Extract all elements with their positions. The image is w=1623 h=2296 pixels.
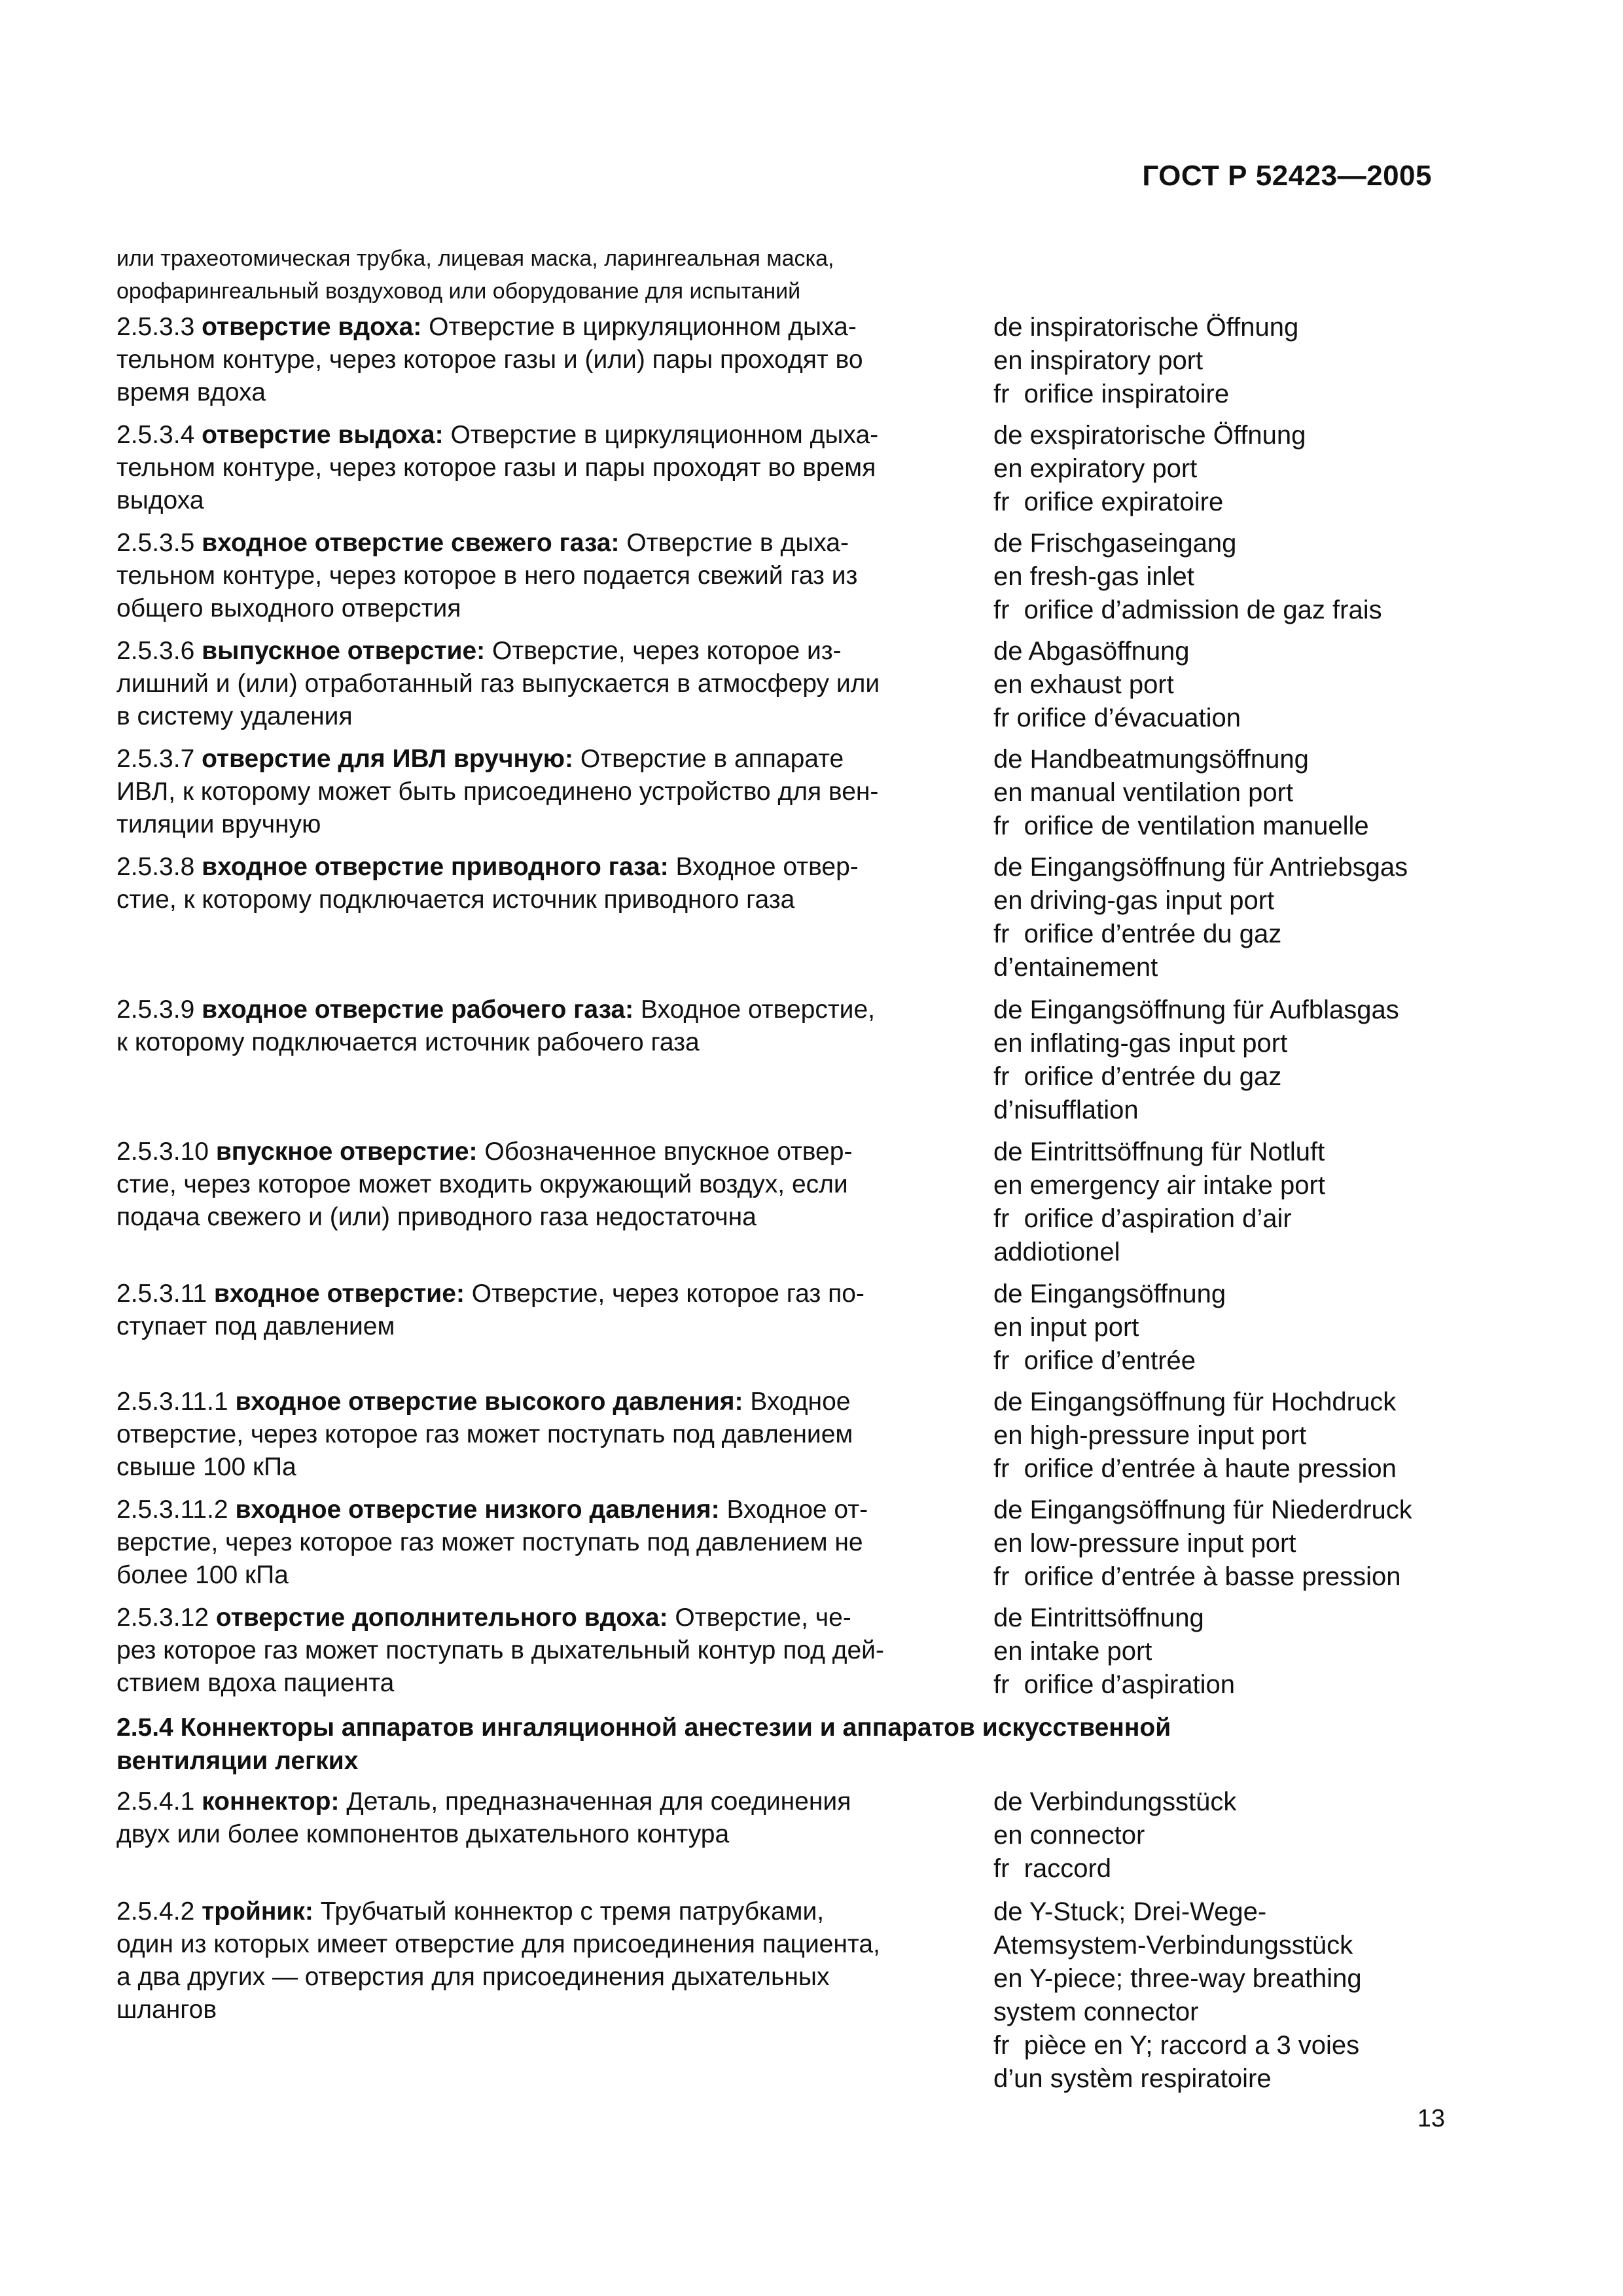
translation-de: de Abgasöffnung — [993, 637, 1190, 666]
translation-fr: fr orifice d’entrée à haute pression — [993, 1454, 1397, 1483]
term-definition — [116, 994, 967, 1059]
term-number: 2.5.3.12 — [116, 1604, 209, 1632]
term-name: входное отверстие: — [213, 1280, 465, 1308]
translation-de: de Eintrittsöffnung — [993, 1604, 1204, 1632]
term-text: Отверстие в аппарате ИВЛ, к которому может быть присоединено устройство для вен- тиляции вручную — [116, 745, 879, 838]
term-definition — [116, 743, 967, 841]
term-translations — [993, 527, 1452, 627]
term-name: входное отверстие высокого давления: — [235, 1388, 743, 1416]
term-name: отверстие дополнительного вдоха: — [215, 1604, 668, 1632]
term-text: Деталь, предназначенная для соединения двух или более компонентов дыхательного контура — [116, 1787, 851, 1848]
translation-en: en manual ventilation port — [993, 778, 1294, 807]
term-name: входное отверстие свежего газа: — [202, 529, 620, 557]
term-name: отверстие выдоха: — [202, 421, 444, 449]
term-definition — [116, 311, 967, 409]
term-text: Входное отверстие, к которому подключается источник рабочего газа — [116, 996, 875, 1056]
term-number: 2.5.3.10 — [116, 1138, 209, 1166]
term-text: Входное от- верстие, через которое газ может поступать под давлением не более 100 кПа — [116, 1496, 868, 1589]
translation-en: en intake port — [993, 1637, 1152, 1666]
translation-fr: fr orifice de ventilation manuelle — [993, 812, 1369, 840]
term-translations — [993, 635, 1452, 735]
term-number: 2.5.3.11 — [116, 1280, 207, 1308]
term-text: Обозначенное впускное отвер- стие, через которое может входить окружающий воздух, если подача свежего и (или) приводного газа недостаточна — [116, 1138, 853, 1231]
term-translations — [993, 311, 1452, 411]
document-header: ГОСТ Р 52423—2005 — [1142, 160, 1432, 192]
translation-de: de Eingangsöffnung für Niederdruck — [993, 1496, 1412, 1524]
term-number: 2.5.3.11.1 — [116, 1388, 228, 1416]
term-name: входное отверстие приводного газа: — [202, 853, 669, 881]
translation-fr: fr orifice d’admission de gaz frais — [993, 596, 1382, 624]
term-name: отверстие вдоха: — [202, 313, 422, 341]
term-number: 2.5.3.6 — [116, 637, 195, 665]
translation-en: en driving-gas input port — [993, 886, 1275, 915]
term-translations — [993, 994, 1452, 1127]
translation-en: en fresh-gas inlet — [993, 562, 1194, 591]
translation-de: de Eingangsöffnung für Hochdruck — [993, 1388, 1397, 1416]
section-heading — [116, 1711, 1360, 1778]
translation-fr: fr orifice d’évacuation — [993, 704, 1241, 732]
term-number: 2.5.3.8 — [116, 853, 195, 881]
term-text: Отверстие, че- рез которое газ может поступать в дыхательный контур под дей- ствием вдоха пациента — [116, 1604, 884, 1697]
term-definition — [116, 527, 967, 625]
term-number: 2.5.3.4 — [116, 421, 195, 449]
translation-en: en expiratory port — [993, 454, 1198, 483]
term-translations — [993, 1785, 1452, 1886]
translation-fr: fr pièce en Y; raccord a 3 voies d’un systèm respiratoire — [993, 2031, 1360, 2093]
translation-en: en inspiratory port — [993, 346, 1204, 375]
term-name: выпускное отверстие: — [202, 637, 486, 665]
term-definition — [116, 851, 967, 916]
term-name: входное отверстие низкого давления: — [235, 1496, 720, 1524]
term-translations — [993, 851, 1452, 984]
translation-de: de exspiratorische Öffnung — [993, 421, 1306, 450]
term-number: 2.5.3.9 — [116, 996, 195, 1024]
term-name: входное отверстие рабочего газа: — [202, 996, 634, 1024]
page-number: 13 — [1417, 2105, 1445, 2132]
term-definition — [116, 1494, 967, 1592]
translation-en: en Y-piece; three-way breathing system connector — [993, 1964, 1362, 2026]
term-definition — [116, 419, 967, 517]
term-definition — [116, 1602, 967, 1700]
translation-fr: fr orifice d’aspiration d’air addiotionel — [993, 1204, 1292, 1266]
translation-fr: fr orifice d’entrée du gaz d’nisufflation — [993, 1062, 1282, 1124]
term-text: Трубчатый коннектор с тремя патрубками, один из которых имеет отверстие для присоединения пациента, а два других — отверстия для присоединения дыхательных шлангов — [116, 1897, 880, 2024]
translation-de: de Y-Stuck; Drei-Wege- Atemsystem-Verbindungsstück — [993, 1897, 1353, 1960]
term-text: Отверстие, через которое газ по- ступает под давлением — [116, 1280, 865, 1340]
term-name: тройник: — [202, 1897, 313, 1926]
term-text: Отверстие в циркуляционном дыха- тельном контуре, через которое газы и (или) пары проходят во время вдоха — [116, 313, 863, 406]
section-heading-line: вентиляции легких — [116, 1747, 359, 1775]
term-translations — [993, 743, 1452, 843]
translation-en: en inflating-gas input port — [993, 1029, 1288, 1058]
term-definition — [116, 1785, 967, 1851]
term-text: Отверстие в циркуляционном дыха- тельном контуре, через которое газы и пары проходят во время выдоха — [116, 421, 879, 514]
term-text: Входное отвер- стие, к которому подключается источник приводного газа — [116, 853, 859, 914]
translation-de: de Eingangsöffnung für Aufblasgas — [993, 996, 1399, 1024]
translation-fr: fr orifice expiratoire — [993, 488, 1224, 516]
term-definition — [116, 635, 967, 733]
translation-en: en high-pressure input port — [993, 1421, 1307, 1450]
term-name: коннектор: — [202, 1787, 340, 1816]
translation-de: de Handbeatmungsöffnung — [993, 745, 1309, 774]
term-text: Входное отверстие, через которое газ может поступать под давлением свыше 100 кПа — [116, 1388, 853, 1481]
term-number: 2.5.3.7 — [116, 745, 195, 773]
term-definition — [116, 1895, 967, 2026]
term-translations — [993, 1386, 1452, 1486]
translation-de: de Verbindungsstück — [993, 1787, 1237, 1816]
term-translations — [993, 1136, 1452, 1269]
term-name: отверстие для ИВЛ вручную: — [202, 745, 574, 773]
translation-fr: fr orifice inspiratoire — [993, 380, 1230, 408]
term-translations — [993, 1278, 1452, 1378]
translation-en: en input port — [993, 1313, 1139, 1342]
translation-de: de Eintrittsöffnung für Notluft — [993, 1138, 1325, 1166]
term-definition — [116, 1278, 967, 1343]
translation-en: en connector — [993, 1821, 1145, 1850]
translation-de: de inspiratorische Öffnung — [993, 313, 1299, 342]
translation-en: en exhaust port — [993, 670, 1174, 699]
translation-fr: fr orifice d’entrée à basse pression — [993, 1562, 1401, 1591]
translation-fr: fr orifice d’entrée du gaz d’entainement — [993, 920, 1282, 982]
term-translations — [993, 1602, 1452, 1702]
intro-line: или трахеотомическая трубка, лицевая маска, ларингеальная маска, — [116, 246, 834, 271]
term-definition — [116, 1386, 967, 1484]
intro-text — [116, 242, 967, 308]
term-translations — [993, 1895, 1452, 2096]
translation-de: de Eingangsöffnung — [993, 1280, 1226, 1308]
term-number: 2.5.3.5 — [116, 529, 195, 557]
translation-de: de Eingangsöffnung für Antriebsgas — [993, 853, 1408, 882]
term-text: Отверстие в дыха- тельном контуре, через которое в него подается свежий газ из общего выходного отверстия — [116, 529, 858, 622]
intro-line: орофарингеальный воздуховод или оборудование для испытаний — [116, 279, 801, 304]
section-heading-line: 2.5.4 Коннекторы аппаратов ингаляционной анестезии и аппаратов искусственной — [116, 1713, 1171, 1742]
term-translations — [993, 1494, 1452, 1594]
term-definition — [116, 1136, 967, 1234]
term-number: 2.5.4.1 — [116, 1787, 195, 1816]
term-number: 2.5.4.2 — [116, 1897, 195, 1926]
translation-fr: fr orifice d’aspiration — [993, 1670, 1236, 1699]
translation-de: de Frischgaseingang — [993, 529, 1237, 558]
translation-fr: fr orifice d’entrée — [993, 1346, 1196, 1375]
translation-fr: fr raccord — [993, 1854, 1112, 1883]
term-number: 2.5.3.3 — [116, 313, 195, 341]
term-translations — [993, 419, 1452, 519]
term-name: впускное отверстие: — [215, 1138, 478, 1166]
translation-en: en emergency air intake port — [993, 1171, 1325, 1200]
term-text: Отверстие, через которое из- лишний и (или) отработанный газ выпускается в атмосферу или в систему удаления — [116, 637, 880, 730]
term-number: 2.5.3.11.2 — [116, 1496, 228, 1524]
translation-en: en low-pressure input port — [993, 1529, 1296, 1558]
